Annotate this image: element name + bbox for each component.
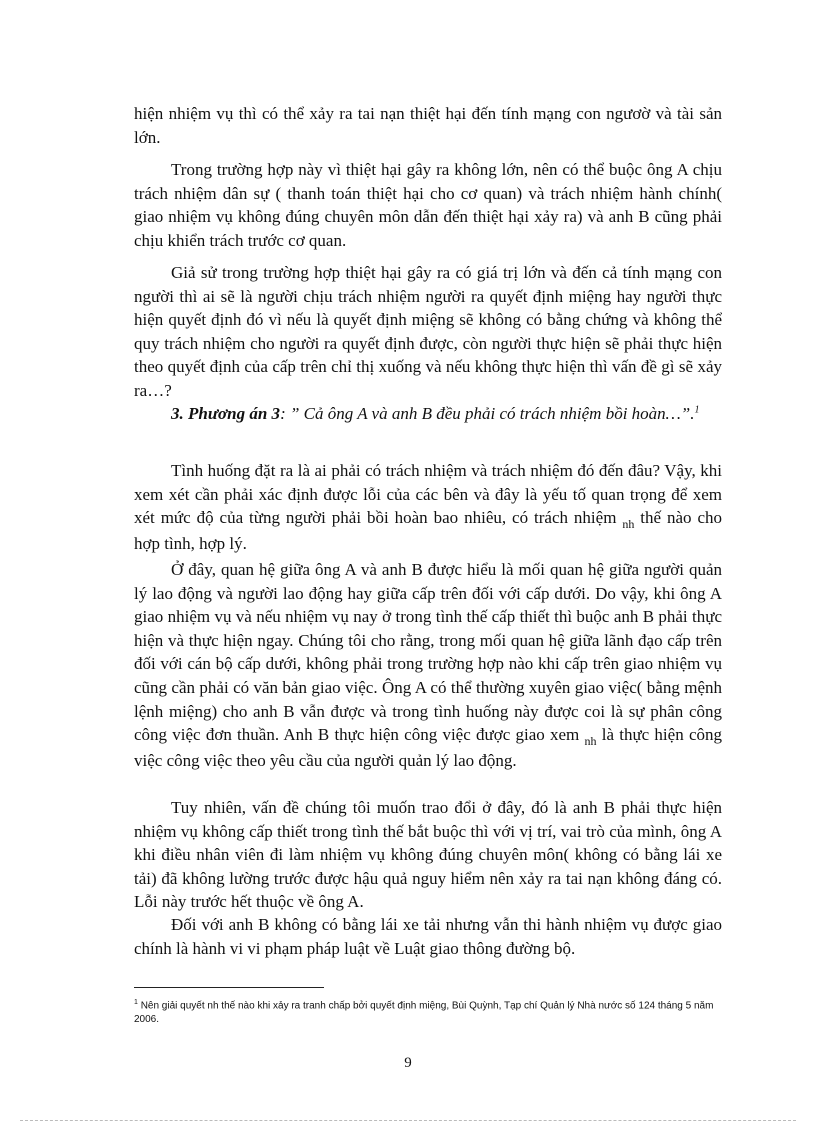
heading-text: : ” Cả ông A và anh B đều phải có trách nhiệm bồi hoàn…”. xyxy=(280,404,695,423)
paragraph-continuation xyxy=(134,102,722,149)
paragraph-text: Trong trường hợp này vì thiệt hại gây ra không lớn, nên có thể buộc ông A chịu trách nhiệm dân sự ( thanh toán thiệt hại cho cơ quan) và trách nhiệm hành chính( giao nhiệm vụ không đúng chuyên môn dẫn đến thiệt hại xảy ra) và anh B cũng phải chịu khiển trách trước cơ quan. xyxy=(134,160,722,250)
stray-fragment: nh xyxy=(584,734,597,749)
heading-number: 3. Phương án 3 xyxy=(171,404,281,423)
paragraph-2 xyxy=(134,261,722,403)
paragraph-5 xyxy=(134,796,722,914)
paragraph-text: thế nào cho hợp tình, hợp lý. xyxy=(134,508,723,553)
paragraph-text: Tuy nhiên, vấn đề chúng tôi muốn trao đổi ở đây, đó là anh B phải thực hiện nhiệm vụ không cấp thiết trong tình thế bắt buộc thì với vị trí, vai trò của mình, ông A khi điều nhân viên đi làm nhiệm vụ không đúng chuyên môn( không có bằng lái xe tải) đã không lường trước được hậu quả nguy hiểm nên xảy ra tai nạn không đáng có. Lỗi này trước hết thuộc về ông A. xyxy=(134,798,722,912)
paragraph-text: hiện nhiệm vụ thì có thể xảy ra tai nạn thiệt hại đến tính mạng con ngươờ và tài sản lớn. xyxy=(134,104,722,147)
paragraph-text: Giả sử trong trường hợp thiệt hại gây ra có giá trị lớn và đến cả tính mạng con người thì ai sẽ là người chịu trách nhiệm người ra quyết định miệng hay người thực hiện quyết định đó vì nếu là quyết định miệng sẽ không có bằng chứng và không thể quy trách nhiệm cho người ra quyết định được, còn người thực hiện sẽ phải thực hiện theo quyết định của cấp trên chỉ thị xuống và nếu không thực hiện thì vấn đề gì sẽ xảy ra…? xyxy=(134,263,722,400)
footnote-text: Nên giải quyết nh thế nào khi xảy ra tranh chấp bởi quyết định miệng, Bùi Quỳnh, Tạp chí Quản lý Nhà nước số 124 tháng 5 năm 2006. xyxy=(134,1000,714,1026)
footnote xyxy=(134,996,722,1027)
footnote-reference: 1 xyxy=(694,404,700,416)
paragraph-6 xyxy=(134,913,722,960)
paragraph-1 xyxy=(134,158,722,252)
paragraph-text: Tình huống đặt ra là ai phải có trách nhiệm và trách nhiệm đó đến đâu? Vậy, khi xem xét cần phải xác định được lỗi của các bên và đây là yếu tố quan trọng để xem xét mức độ của từng người phải bồi hoàn bao nhiêu, có trách nhiệm xyxy=(134,461,722,528)
paragraph-text: Đối với anh B không có bằng lái xe tải nhưng vẫn thi hành nhiệm vụ được giao chính là hành vi vi phạm pháp luật về Luật giao thông đường bộ. xyxy=(134,915,722,958)
page-number: 9 xyxy=(404,1055,412,1071)
paragraph-text: là thực hiện công việc công việc theo yêu cầu của người quản lý lao động. xyxy=(134,725,722,770)
page-bottom-border xyxy=(20,1120,796,1121)
paragraph-4 xyxy=(134,558,722,772)
stray-fragment: nh xyxy=(622,517,635,532)
footnote-separator xyxy=(134,987,324,988)
paragraph-3 xyxy=(134,459,722,555)
section-heading xyxy=(134,402,722,426)
footnote-number: 1 xyxy=(134,999,138,1006)
paragraph-text: Ở đây, quan hệ giữa ông A và anh B được hiểu là mối quan hệ giữa người quản lý lao động và người lao động hay giữa cấp trên đối với cấp dưới. Do vậy, khi ông A giao nhiệm vụ và nếu nhiệm vụ nay ở trong tình thế cấp thiết thì buộc anh B phải thực hiện và thực hiện ngay. Chúng tôi cho rằng, trong mối quan hệ giữa lãnh đạo cấp trên đối với cán bộ cấp dưới, không phải trong trường hợp nào khi cấp trên giao nhiệm vụ cũng cần phải có văn bản giao việc. Ông A có thể thường xuyên giao việc( bằng mệnh lệnh miệng) cho anh B vẫn được và trong tình huống này được coi là sự phân công công việc đơn thuần. Anh B thực hiện công việc được giao xem xyxy=(134,560,722,745)
